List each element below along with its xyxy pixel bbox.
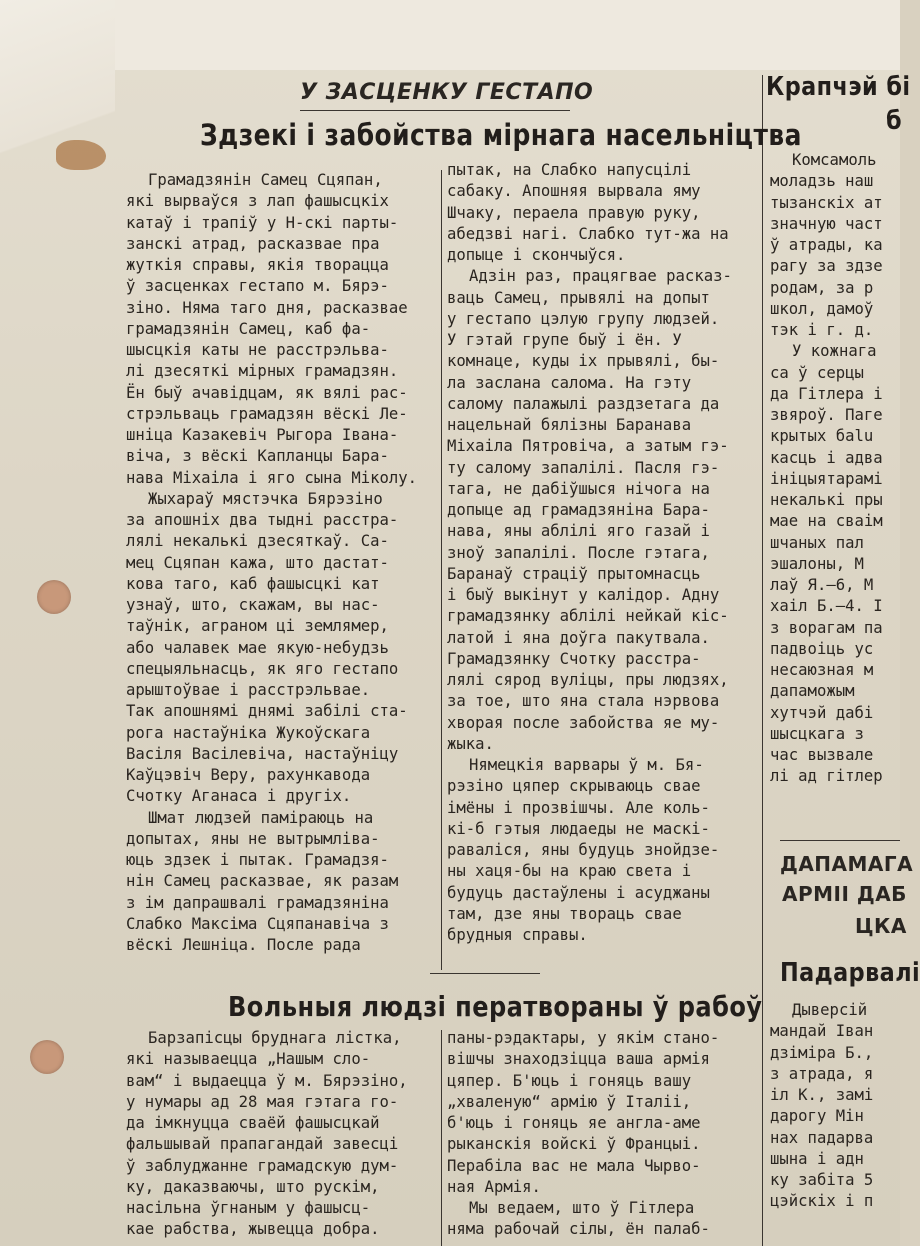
text-line: б'юць і гоняць яе англа-аме: [447, 1114, 701, 1132]
article2-headline: Вольныя людзі ператвораны ў рабоў: [228, 990, 763, 1023]
right-headline-top-line2: б: [886, 106, 903, 136]
text-line: Барзапісцы бруднага лістка,: [148, 1029, 402, 1047]
text-line: ку, даказваючы, што рускім,: [126, 1177, 380, 1196]
text-line: са ў серцы: [770, 363, 864, 382]
text-line: Шчаку, пераела правую руку,: [447, 203, 701, 222]
text-line: ініцыятарамі: [770, 469, 883, 488]
text-line: вёскі Лешніца. После рада: [126, 936, 361, 954]
text-line: за апошніх два тыдні расстра-: [126, 511, 399, 529]
right-banner-line-1: ДАПАМАГА: [780, 852, 914, 876]
text-line: лі ад гітлер: [770, 767, 883, 786]
paper-stain: [56, 140, 106, 170]
column-rule-article2: [441, 1030, 442, 1246]
text-line: лялі сярод вуліцы, пры людзях,: [447, 671, 729, 689]
text-line: звяроў. Паге: [770, 406, 883, 424]
binding-hole-bottom: [30, 1040, 64, 1074]
text-line: нацельнай бялізны Баранава: [447, 416, 692, 434]
text-line: час вызвале: [770, 746, 874, 764]
text-line: Дыверсій: [792, 1001, 868, 1019]
text-line: у нумары ад 28 мая гэтага го-: [126, 1092, 399, 1111]
text-line: шчаных пал: [770, 533, 864, 552]
text-line: тызанскіх ат: [770, 193, 883, 212]
text-line: або чалавек мае якую-небудзь: [126, 638, 389, 657]
text-line: арыштоўвае і расстрэльвае.: [126, 681, 371, 699]
article1-column-2: [447, 160, 757, 946]
text-line: ла заслана салома. На гэту: [447, 373, 692, 392]
article2-column-1: [126, 1028, 437, 1246]
text-line: кае рабства, жывецца добра.: [126, 1220, 380, 1239]
text-line: хутчэй дабі: [770, 703, 874, 722]
text-line: мец Сцяпан кажа, што дастат-: [126, 553, 389, 572]
text-line: грамадзянку аблілі нейкай кіс-: [447, 607, 729, 626]
text-line: ны хаця-бы на краю света і: [447, 862, 692, 881]
text-line: іл К., замі: [770, 1086, 874, 1104]
text-line: Адзін раз, працягвае расказ-: [469, 267, 732, 286]
text-line: да імкнуцца сваёй фашысцкай: [126, 1114, 380, 1132]
text-line: Каўцэвіч Веру, рахункавода: [126, 766, 371, 784]
text-line: допытах, яны не вытрымліва-: [126, 829, 380, 848]
text-line: ку забіта 5: [770, 1171, 874, 1189]
text-line: У кожнага: [792, 342, 877, 361]
text-line: таўнік, аграном ці землямер,: [126, 617, 389, 636]
text-line: да Гітлера і: [770, 384, 883, 403]
text-line: імёны і прозвішчы. Але коль-: [447, 798, 710, 817]
text-line: рыканскія войскі ў Францыі.: [447, 1135, 701, 1154]
article1-headline: Здзекі і забойства мірнага насельніцтва: [200, 118, 802, 152]
text-line: „хваленую“ армію ў Італіі,: [447, 1092, 692, 1111]
torn-paper-edge: [0, 0, 900, 70]
text-line: Слабко Максіма Сцяпанавіча з: [126, 914, 389, 933]
text-line: Мы ведаем, што ў Гітлера: [469, 1199, 695, 1217]
text-line: брудныя справы.: [447, 926, 588, 944]
text-line: ту салому запалілі. Пасля гэ-: [447, 458, 720, 477]
text-line: будуць дастаўлены і асуджаны: [447, 883, 710, 902]
text-line: тага, не дабіўшыся нічога на: [447, 479, 710, 498]
text-line: няма рабочай сілы, ён палаб-: [447, 1220, 710, 1239]
text-line: там, дзе яны твораць свае: [447, 904, 682, 923]
text-line: насільна ўгнаным у фашысц-: [126, 1199, 371, 1217]
text-line: стрэльваць грамадзян вёскі Ле-: [126, 404, 408, 423]
text-line: сабаку. Апошняя вырвала яму: [447, 182, 701, 201]
text-line: шына і адн: [770, 1149, 864, 1168]
text-line: хворая после забойства яе му-: [447, 713, 720, 732]
text-line: вішчы знаходзіцца ваша армія: [447, 1050, 710, 1069]
right-column-text-top: [770, 150, 900, 810]
text-line: допыце ад грамадзяніна Бара-: [447, 501, 710, 519]
text-line: нін Самец расказвае, як разам: [126, 872, 399, 891]
text-line: зіно. Няма таго дня, расказвае: [126, 298, 408, 317]
text-line: падвоіць ус: [770, 639, 874, 658]
text-line: мандай Іван: [770, 1022, 874, 1041]
text-line: рагу за здзе: [770, 257, 883, 276]
text-line: лялі некалькі дзесяткаў. Са-: [126, 532, 389, 551]
text-line: шысцкія каты не расстрэльва-: [126, 341, 389, 359]
text-line: вам“ і выдаецца ў м. Бярэзіно,: [126, 1071, 408, 1090]
text-line: крытых баlu: [770, 427, 874, 446]
text-line: ваць Самец, прывялі на допыт: [447, 288, 710, 307]
text-line: юць здзек і пытак. Грамадзя-: [126, 851, 389, 869]
text-line: дарогу Мін: [770, 1107, 864, 1126]
text-line: кова таго, каб фашысцкі кат: [126, 574, 380, 593]
text-line: грамадзянін Самец, каб фа-: [126, 319, 371, 338]
article-separator: [430, 973, 540, 974]
text-line: ў заблуджанне грамадскую дум-: [126, 1156, 399, 1175]
text-line: які вырваўся з лап фашысцкіх: [126, 192, 389, 211]
text-line: салому палажылі раздзетага да: [447, 394, 720, 413]
text-line: рога настаўніка Жукоўскага: [126, 723, 371, 742]
text-line: раваліся, яны будуць знойдзе-: [447, 841, 720, 859]
text-line: зноў запалілі. После гэтага,: [447, 543, 710, 562]
text-line: Комсамоль: [792, 151, 877, 169]
text-line: жуткія справы, якія творацца: [126, 256, 389, 274]
text-line: допыце і скончыўся.: [447, 246, 626, 264]
text-line: Перабіла вас не мала Чырво-: [447, 1156, 701, 1175]
text-line: комнаце, куды іх прывялі, бы-: [447, 352, 720, 371]
text-line: абедзві нагі. Слабко тут-жа на: [447, 224, 729, 243]
right-headline-top: Крапчэй бі: [766, 72, 911, 102]
text-line: лаў Я.—6, М: [770, 576, 874, 594]
column-rule-right: [762, 75, 763, 1246]
text-line: ная Армія.: [447, 1177, 541, 1196]
text-line: Ён быў ачавідцам, як вялі рас-: [126, 383, 408, 402]
text-line: родам, за р: [770, 278, 874, 297]
article2-column-2: [447, 1028, 757, 1246]
text-line: шысцкага з: [770, 724, 864, 743]
text-line: Грамадзянку Счотку расстра-: [447, 649, 701, 668]
text-line: лі дзесяткі мірных грамадзян.: [126, 362, 399, 381]
text-line: Так апошнямі днямі забілі ста-: [126, 702, 408, 721]
text-line: тэк і г. д.: [770, 321, 874, 339]
text-line: узнаў, што, скажам, вы нас-: [126, 596, 380, 614]
text-line: жыка.: [447, 734, 494, 753]
section-underline: [300, 110, 570, 111]
text-line: цэйскіх і п: [770, 1192, 874, 1211]
text-line: латой і яна доўга пакутвала.: [447, 628, 710, 647]
text-line: ў засценках гестапо м. Бярэ-: [126, 277, 389, 296]
text-line: нава, яны аблілі яго газай і: [447, 522, 710, 541]
text-line: несаюзная м: [770, 661, 874, 679]
text-line: Грамадзянін Самец Сцяпан,: [148, 171, 383, 189]
text-line: спецыяльнасць, як яго гестапо: [126, 659, 399, 678]
text-line: рэзіно цяпер скрываюць свае: [447, 777, 701, 796]
text-line: дзіміра Б.,: [770, 1043, 874, 1062]
text-line: і быў выкінут у калідор. Адну: [447, 586, 720, 604]
text-line: цяпер. Б'юць і гоняць вашу: [447, 1071, 692, 1090]
text-line: за тое, што яна стала нэрвова: [447, 692, 720, 711]
text-line: які называецца „Нашым сло-: [126, 1050, 371, 1069]
text-line: некалькі пры: [770, 491, 883, 509]
text-line: кі-б гэтыя людаеды не маскі-: [447, 819, 710, 838]
right-banner-line-2: АРМІІ ДАБ: [782, 882, 907, 906]
column-rule-article1: [441, 170, 442, 970]
text-line: з ім дапрашвалі грамадзяніна: [126, 893, 389, 912]
article1-column-1: [126, 170, 437, 956]
text-line: моладзь наш: [770, 172, 874, 191]
right-column-text-bottom: [770, 1000, 900, 1246]
text-line: дапаможым: [770, 682, 855, 701]
text-line: у гестапо цэлую групу людзей.: [447, 309, 720, 328]
text-line: Шмат людзей паміраюць на: [148, 808, 374, 827]
text-line: школ, дамоў: [770, 299, 874, 318]
section-header: У ЗАСЦЕНКУ ГЕСТАПО: [300, 80, 594, 105]
text-line: занскі атрад, расказвае пра: [126, 234, 380, 253]
text-line: шніца Казакевіч Рыгора Івана-: [126, 426, 399, 444]
text-line: Васіля Васілевіча, настаўніцу: [126, 744, 399, 763]
text-line: У гэтай групе быў і ён. У: [447, 331, 682, 349]
text-line: катаў і трапіў у Н-скі парты-: [126, 213, 399, 232]
text-line: з атрада, я: [770, 1064, 874, 1083]
text-line: паны-рэдактары, у якім стано-: [447, 1029, 720, 1047]
right-banner-line-3: ЦКА: [855, 914, 907, 938]
right-headline-bottom: Падарвалі: [780, 958, 920, 988]
text-line: фальшывай прапагандай завесці: [126, 1135, 399, 1154]
text-line: эшалоны, М: [770, 554, 864, 573]
text-line: ў атрады, ка: [770, 236, 883, 254]
text-line: Счотку Аганаса і другіх.: [126, 787, 352, 806]
text-line: хаіл Б.—4. I: [770, 597, 883, 616]
binding-hole-top: [37, 580, 71, 614]
text-line: пытак, на Слабко напусцілі: [447, 161, 692, 179]
text-line: з ворагам па: [770, 618, 883, 637]
text-line: нава Міхаіла і яго сына Міколу.: [126, 468, 418, 487]
text-line: Нямецкія варвары ў м. Бя-: [469, 756, 704, 774]
text-line: віча, з вёскі Капланцы Бара-: [126, 447, 389, 466]
text-line: касць і адва: [770, 448, 883, 467]
text-line: мае на сваім: [770, 512, 883, 531]
text-line: нах падарва: [770, 1128, 874, 1147]
text-line: Міхаіла Пятровіча, а затым гэ-: [447, 437, 729, 456]
right-banner-rule: [780, 840, 900, 841]
text-line: Жыхараў мястэчка Бярэзіно: [148, 489, 383, 508]
text-line: Баранаў страціў прытомнасць: [447, 564, 701, 583]
text-line: значную част: [770, 214, 883, 233]
